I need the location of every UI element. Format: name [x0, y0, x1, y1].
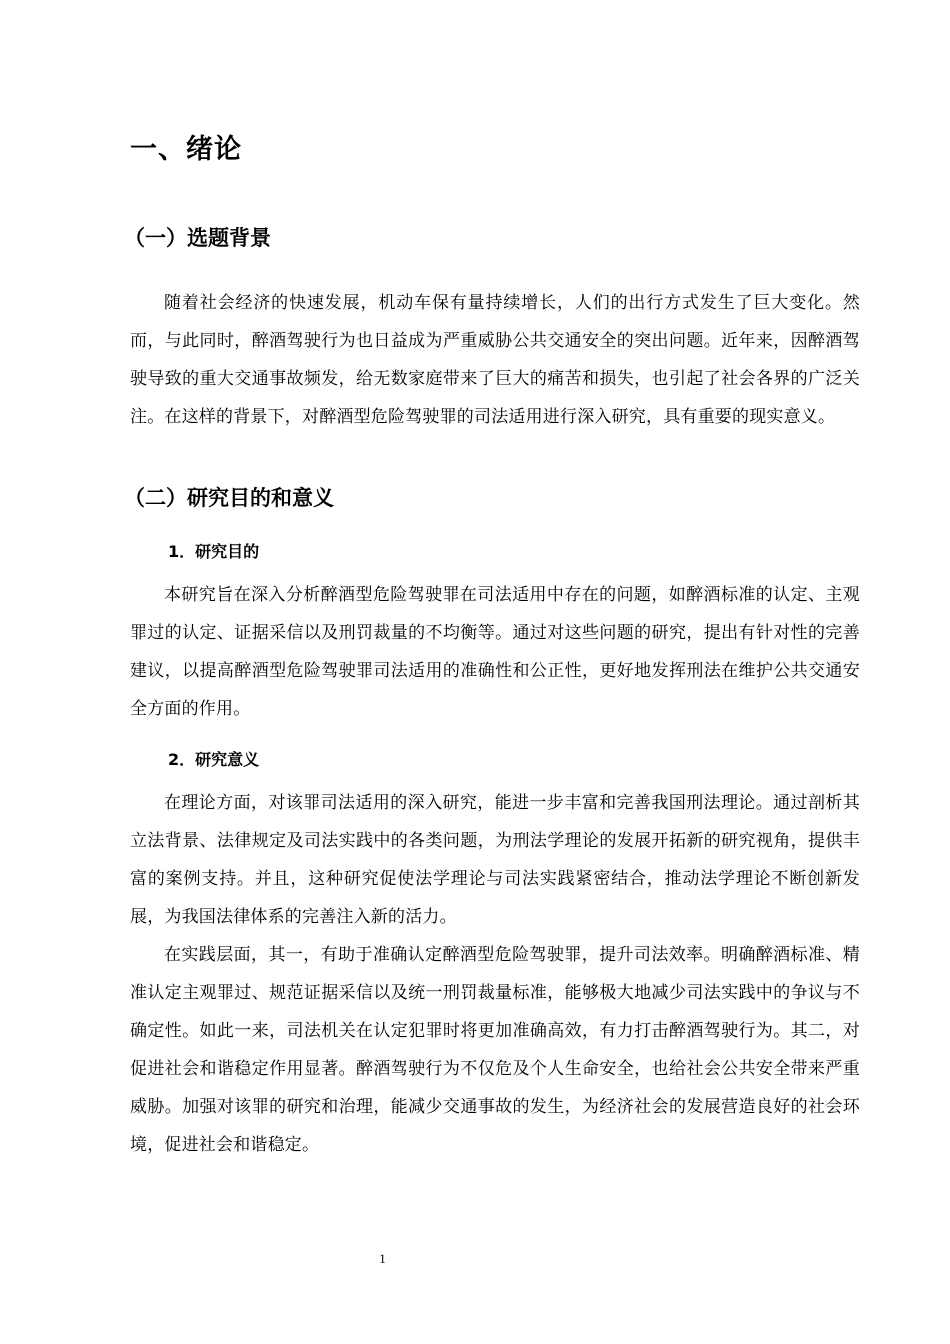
paragraph-significance-theory: 在理论方面，对该罪司法适用的深入研究，能进一步丰富和完善我国刑法理论。通过剖析其立法背景、法律规定及司法实践中的各类问题，为刑法学理论的发展开拓新的研究视角，提供丰富的案例支持。并且，这种研究促使法学理论与司法实践紧密结合，推动法学理论不断创新发展，为我国法律体系的完善注入新的活力。 [130, 793, 860, 927]
chapter-title: 一、绪论 [130, 134, 242, 165]
page-content [124, 128, 860, 1164]
paragraph-background: 随着社会经济的快速发展，机动车保有量持续增长，人们的出行方式发生了巨大变化。然而，与此同时，醉酒驾驶行为也日益成为严重威胁公共交通安全的突出问题。近年来，因醉酒驾驶导致的重大交通事故频发，给无数家庭带来了巨大的痛苦和损失，也引起了社会各界的广泛关注。在这样的背景下，对醉酒型危险驾驶罪的司法适用进行深入研究，具有重要的现实意义。 [130, 293, 860, 427]
section-title-background: （一）选题背景 [124, 226, 271, 250]
paragraph-significance-practice: 在实践层面，其一，有助于准确认定醉酒型危险驾驶罪，提升司法效率。明确醉酒标准、精准认定主观罪过、规范证据采信以及统一刑罚裁量标准，能够极大地减少司法实践中的争议与不确定性。如此一来，司法机关在认定犯罪时将更加准确高效，有力打击醉酒驾驶行为。其二，对促进社会和谐稳定作用显著。醉酒驾驶行为不仅危及个人生命安全，也给社会公共安全带来严重威胁。加强对该罪的研究和治理，能减少交通事故的发生，为经济社会的发展营造良好的社会环境，促进社会和谐稳定。 [130, 945, 860, 1155]
page-number: 1 [379, 1251, 386, 1266]
section-title-purpose-significance: （二）研究目的和意义 [124, 486, 334, 510]
subsection-title-purpose: 1．研究目的 [168, 542, 260, 561]
subsection-title-significance: 2．研究意义 [168, 750, 260, 769]
paragraph-purpose: 本研究旨在深入分析醉酒型危险驾驶罪在司法适用中存在的问题，如醉酒标准的认定、主观罪过的认定、证据采信以及刑罚裁量的不均衡等。通过对这些问题的研究，提出有针对性的完善建议，以提高醉酒型危险驾驶罪司法适用的准确性和公正性，更好地发挥刑法在维护公共交通安全方面的作用。 [130, 585, 860, 719]
